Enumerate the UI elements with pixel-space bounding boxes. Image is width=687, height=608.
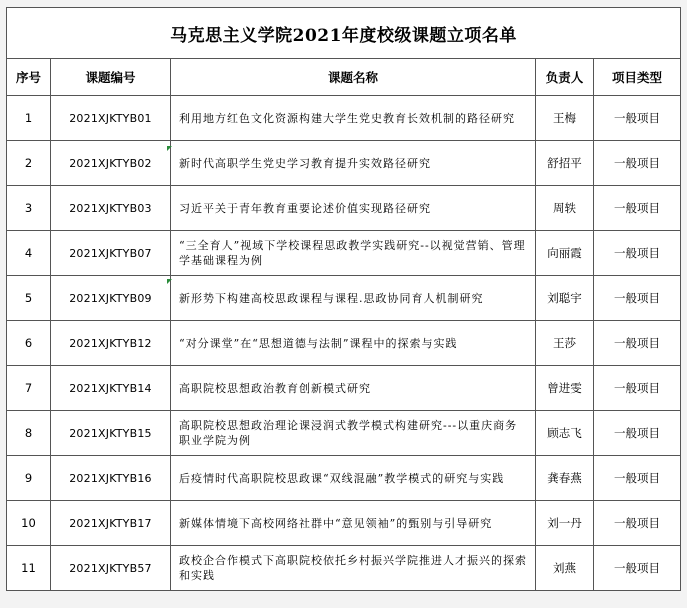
project-name-cell[interactable]: 习近平关于青年教育重要论述价值实现路径研究 xyxy=(171,186,536,231)
principal-cell[interactable]: 刘聪宇 xyxy=(536,276,594,321)
project-code-cell[interactable]: 2021XJKTYB14 xyxy=(51,366,171,411)
project-type-cell[interactable]: 一般项目 xyxy=(594,186,681,231)
principal-cell[interactable]: 曾进雯 xyxy=(536,366,594,411)
row-number-cell[interactable]: 10 xyxy=(7,501,51,546)
principal-cell[interactable]: 龚春燕 xyxy=(536,456,594,501)
table-row xyxy=(7,276,681,321)
comment-marker xyxy=(167,146,172,151)
project-type-cell[interactable]: 一般项目 xyxy=(594,231,681,276)
table-row xyxy=(7,546,681,591)
table-title[interactable]: 马克思主义学院2021年度校级课题立项名单 xyxy=(7,8,681,59)
table-row xyxy=(7,411,681,456)
header-cell-person[interactable]: 负责人 xyxy=(536,59,594,96)
project-list-table xyxy=(6,7,681,591)
project-name-cell[interactable]: “对分课堂”在“思想道德与法制”课程中的探索与实践 xyxy=(171,321,536,366)
principal-cell[interactable]: 向丽霞 xyxy=(536,231,594,276)
project-code-cell[interactable]: 2021XJKTYB07 xyxy=(51,231,171,276)
project-name-cell[interactable]: 政校企合作模式下高职院校依托乡村振兴学院推进人才振兴的探索和实践 xyxy=(171,546,536,591)
project-name-cell[interactable]: 高职院校思想政治理论课浸润式教学模式构建研究---以重庆商务职业学院为例 xyxy=(171,411,536,456)
project-code-cell[interactable]: 2021XJKTYB01 xyxy=(51,96,171,141)
principal-cell[interactable]: 周轶 xyxy=(536,186,594,231)
header-cell-name[interactable]: 课题名称 xyxy=(171,59,536,96)
header-row xyxy=(7,59,681,96)
project-name-cell[interactable]: 利用地方红色文化资源构建大学生党史教育长效机制的路径研究 xyxy=(171,96,536,141)
project-name-cell[interactable]: “三全育人”视域下学校课程思政教学实践研究--以视觉营销、管理学基础课程为例 xyxy=(171,231,536,276)
row-number-cell[interactable]: 9 xyxy=(7,456,51,501)
project-type-cell[interactable]: 一般项目 xyxy=(594,321,681,366)
principal-cell[interactable]: 顾志飞 xyxy=(536,411,594,456)
table-row xyxy=(7,366,681,411)
row-number-cell[interactable]: 1 xyxy=(7,96,51,141)
row-number-cell[interactable]: 3 xyxy=(7,186,51,231)
project-name-cell[interactable]: 新时代高职学生党史学习教育提升实效路径研究 xyxy=(171,141,536,186)
comment-marker xyxy=(167,279,172,284)
row-number-cell[interactable]: 6 xyxy=(7,321,51,366)
principal-cell[interactable]: 舒招平 xyxy=(536,141,594,186)
table-row xyxy=(7,231,681,276)
table-row xyxy=(7,501,681,546)
project-code-cell[interactable]: 2021XJKTYB16 xyxy=(51,456,171,501)
project-code-cell[interactable]: 2021XJKTYB09 xyxy=(51,276,171,321)
table-row xyxy=(7,141,681,186)
header-cell-code[interactable]: 课题编号 xyxy=(51,59,171,96)
project-code-cell[interactable]: 2021XJKTYB12 xyxy=(51,321,171,366)
table-row xyxy=(7,456,681,501)
project-type-cell[interactable]: 一般项目 xyxy=(594,276,681,321)
project-name-cell[interactable]: 新媒体情境下高校网络社群中“意见领袖”的甄别与引导研究 xyxy=(171,501,536,546)
table-row xyxy=(7,186,681,231)
project-code-cell[interactable]: 2021XJKTYB17 xyxy=(51,501,171,546)
table-row xyxy=(7,321,681,366)
project-name-cell[interactable]: 高职院校思想政治教育创新模式研究 xyxy=(171,366,536,411)
header-cell-type[interactable]: 项目类型 xyxy=(594,59,681,96)
project-type-cell[interactable]: 一般项目 xyxy=(594,411,681,456)
header-cell-number[interactable]: 序号 xyxy=(7,59,51,96)
project-type-cell[interactable]: 一般项目 xyxy=(594,96,681,141)
project-name-cell[interactable]: 后疫情时代高职院校思政课“双线混融”教学模式的研究与实践 xyxy=(171,456,536,501)
project-code-cell[interactable]: 2021XJKTYB03 xyxy=(51,186,171,231)
principal-cell[interactable]: 王梅 xyxy=(536,96,594,141)
row-number-cell[interactable]: 11 xyxy=(7,546,51,591)
project-code-cell[interactable]: 2021XJKTYB15 xyxy=(51,411,171,456)
row-number-cell[interactable]: 5 xyxy=(7,276,51,321)
row-number-cell[interactable]: 8 xyxy=(7,411,51,456)
table-row xyxy=(7,96,681,141)
row-number-cell[interactable]: 4 xyxy=(7,231,51,276)
project-code-cell[interactable]: 2021XJKTYB57 xyxy=(51,546,171,591)
principal-cell[interactable]: 刘一丹 xyxy=(536,501,594,546)
principal-cell[interactable]: 刘燕 xyxy=(536,546,594,591)
project-type-cell[interactable]: 一般项目 xyxy=(594,366,681,411)
row-number-cell[interactable]: 7 xyxy=(7,366,51,411)
project-type-cell[interactable]: 一般项目 xyxy=(594,546,681,591)
project-type-cell[interactable]: 一般项目 xyxy=(594,141,681,186)
project-type-cell[interactable]: 一般项目 xyxy=(594,456,681,501)
project-type-cell[interactable]: 一般项目 xyxy=(594,501,681,546)
project-code-cell[interactable]: 2021XJKTYB02 xyxy=(51,141,171,186)
principal-cell[interactable]: 王莎 xyxy=(536,321,594,366)
row-number-cell[interactable]: 2 xyxy=(7,141,51,186)
project-name-cell[interactable]: 新形势下构建高校思政课程与课程.思政协同育人机制研究 xyxy=(171,276,536,321)
